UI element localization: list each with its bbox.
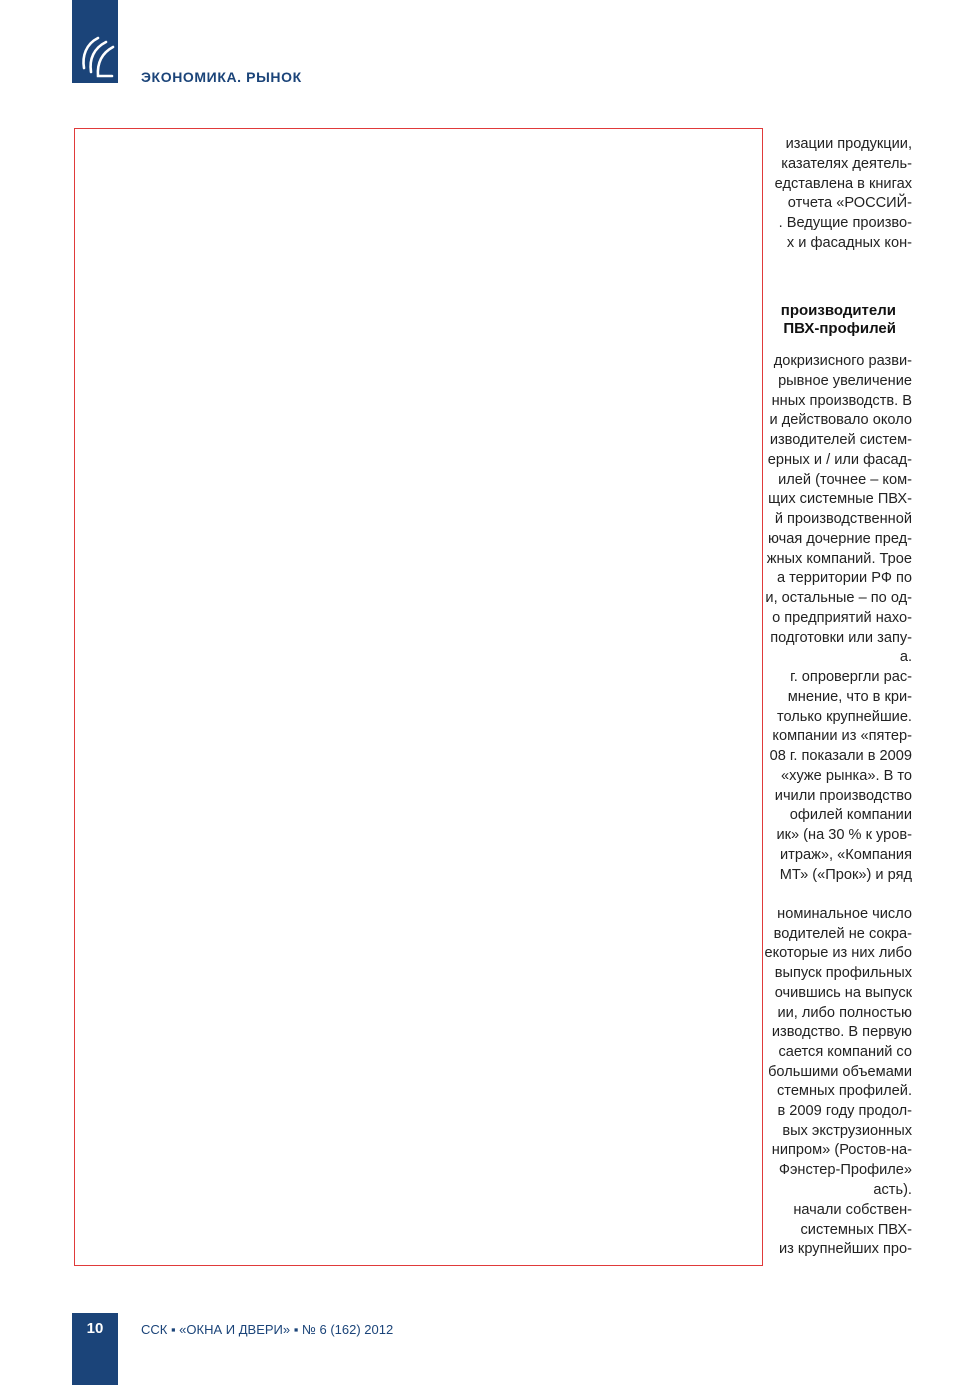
subheading-line: ПВХ-профилей: [783, 320, 896, 337]
subheading-line: производители: [780, 302, 896, 319]
page-number: 10: [86, 1320, 104, 1337]
text-line: едставлена в книгах: [774, 175, 912, 192]
text-line: Фэнстер-Профиле»: [778, 1162, 912, 1179]
text-line: . Ведущие произво-: [778, 215, 912, 232]
text-line: изводителей систем-: [769, 432, 912, 448]
text-line: системных ПВХ-: [800, 1221, 912, 1238]
text-line: нипром» (Ростов-на-: [771, 1142, 912, 1159]
text-line: х и фасадных кон-: [786, 235, 912, 251]
text-line: выпуск профильных: [774, 965, 912, 982]
text-line: ии, либо полностью: [777, 1004, 912, 1021]
text-line: ик» (на 30 % к уров-: [776, 827, 912, 843]
text-line: щих системные ПВХ-: [768, 491, 912, 508]
text-line: водителей не сокра-: [773, 925, 912, 942]
text-line: вых экструзионных: [782, 1122, 912, 1139]
text-line: й производственной: [774, 511, 912, 527]
text-line: нных производств. В: [771, 392, 912, 409]
publication-info: ССК ▪ «ОКНА И ДВЕРИ» ▪ № 6 (162) 2012: [141, 1322, 394, 1337]
text-line: изводство. В первую: [771, 1024, 912, 1041]
text-line: а.: [899, 649, 912, 666]
text-line: екоторые из них либо: [764, 945, 912, 962]
text-line: МТ» («Прок») и ряд: [779, 866, 912, 883]
text-line: мнение, что в кри-: [787, 688, 912, 705]
text-line: сается компаний со: [778, 1043, 912, 1060]
text-line: о предприятий нахо-: [772, 609, 912, 626]
text-line: только крупнейшие.: [776, 708, 912, 725]
text-line: докризисного разви-: [773, 353, 912, 369]
text-line: итраж», «Компания: [780, 846, 912, 863]
text-line: стемных профилей.: [777, 1083, 912, 1100]
text-line: номинальное число: [777, 906, 912, 922]
text-line: «хуже рынка». В то: [781, 767, 912, 784]
text-line: ючая дочерние пред-: [767, 530, 912, 547]
text-line: илей (точнее – ком-: [778, 471, 912, 488]
text-line: казателях деятель-: [781, 155, 912, 172]
text-line: г. опровергли рас-: [790, 669, 912, 685]
redaction-box: [74, 128, 763, 1266]
magazine-logo-icon: [76, 34, 116, 80]
text-line: жных компаний. Трое: [766, 550, 912, 567]
text-line: ичили производство: [774, 787, 912, 804]
text-line: из крупнейших про-: [779, 1241, 912, 1258]
text-line: и действовало около: [769, 412, 912, 429]
text-line: и, остальные – по од-: [765, 590, 912, 606]
text-line: отчета «РОССИЙ-: [787, 195, 912, 212]
text-line: очившись на выпуск: [774, 984, 912, 1001]
text-line: асть).: [873, 1181, 912, 1198]
text-line: 08 г. показали в 2009: [769, 748, 912, 764]
text-line: в 2009 году продол-: [777, 1103, 912, 1119]
text-line: компании из «пятер-: [772, 728, 912, 745]
text-line: начали собствен-: [793, 1202, 912, 1218]
text-line: а территории РФ по: [776, 570, 912, 587]
text-line: изации продукции,: [785, 136, 912, 152]
text-line: ерных и / или фасад-: [767, 451, 912, 468]
text-line: рывное увеличение: [778, 372, 912, 389]
text-line: большими объемами: [768, 1063, 912, 1080]
text-line: офилей компании: [789, 807, 912, 824]
section-title: ЭКОНОМИКА. РЫНОК: [141, 69, 302, 85]
text-line: подготовки или запу-: [770, 629, 912, 646]
